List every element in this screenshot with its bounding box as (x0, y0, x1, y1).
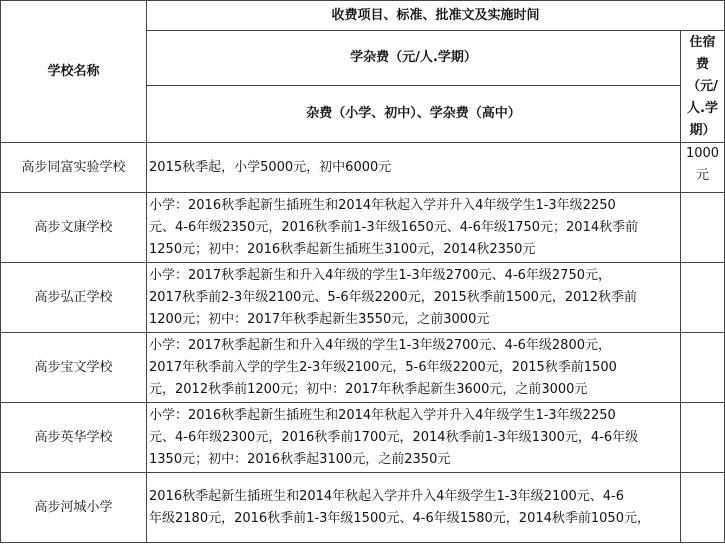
fee-line: 年级2180元，2016秋季前1-3年级1500元、4-6年级1580元，2014秋季前1050元， (149, 510, 650, 526)
dorm-fee-line: 元 (696, 168, 710, 183)
fee-line: 2015秋季起，小学5000元，初中6000元 (149, 159, 392, 175)
table-row (1, 263, 725, 333)
fee-cell (147, 403, 681, 473)
table-row (1, 473, 725, 543)
dorm-fee-header-line: 住宿 (689, 34, 716, 50)
dorm-fee-cell (681, 263, 725, 333)
misc-fee-header: 学杂费（元/人.学期） (147, 31, 681, 86)
fee-cell (147, 193, 681, 263)
dorm-fee-header-line: （元/ (687, 78, 718, 94)
dorm-fee-cell (681, 473, 725, 543)
fee-cell (147, 143, 681, 193)
dorm-fee-cell (681, 403, 725, 473)
fee-line: 2017年秋季前入学的学生2-3年级2100元，5-6年级2200元，2015秋季前1500 (149, 359, 617, 375)
school-name-cell: 高步河城小学 (1, 473, 147, 543)
dorm-fee-line: 1000 (685, 146, 720, 161)
dorm-fee-cell (681, 193, 725, 263)
fee-group-header: 收费项目、标准、批准文及实施时间 (147, 1, 725, 31)
dorm-fee-header-line: 费 (696, 56, 710, 72)
fee-cell (147, 333, 681, 403)
table-row (1, 143, 725, 193)
school-name-cell: 高步同富实验学校 (1, 143, 147, 193)
school-name-cell: 高步英华学校 (1, 403, 147, 473)
fee-line: 元、4-6年级2300元，2016秋季前1700元，2014秋季前1-3年级1300元，4-6年级 (149, 429, 639, 445)
fee-line: 1200元；初中：2017年秋季起新生3550元，之前3000元 (149, 311, 490, 327)
fee-line: 小学：2017秋季起新生和升入4年级的学生1-3年级2700元、4-6年级2800元， (149, 337, 611, 353)
school-name-cell: 高步弘正学校 (1, 263, 147, 333)
fee-line: 1350元；初中：2016秋季起3100元，之前2350元 (149, 451, 451, 467)
dorm-fee-header-line: 人.学 (687, 100, 718, 116)
dorm-fee-cell (681, 143, 725, 193)
fee-line: 元、4-6年级2350元，2016秋季前1-3年级1650元、4-6年级1750元；2014秋季前 (149, 219, 639, 235)
school-name-header: 学校名称 (1, 1, 147, 143)
table-row (1, 403, 725, 473)
dorm-fee-header (681, 31, 725, 143)
school-name-cell: 高步宝文学校 (1, 333, 147, 403)
table-row (1, 193, 725, 263)
table-row (1, 333, 725, 403)
fee-line: 元，2012秋季前1200元；初中：2017年秋季起新生3600元，之前3000元 (149, 381, 588, 397)
fee-line: 小学：2017秋季起新生和升入4年级的学生1-3年级2700元、4-6年级2750元， (149, 267, 611, 283)
dorm-fee-header-line: 期） (689, 122, 716, 138)
misc-fee-subheader: 杂费（小学、初中）、学杂费（高中） (147, 86, 681, 143)
fee-line: 2016秋季起新生插班生和2014年秋起入学并升入4年级学生1-3年级2100元、4-6 (149, 488, 624, 504)
fee-line: 小学：2016秋季起新生插班生和2014年秋起入学并升入4年级学生1-3年级2250 (149, 407, 616, 423)
fee-line: 小学：2016秋季起新生插班生和2014年秋起入学并升入4年级学生1-3年级2250 (149, 197, 616, 213)
fee-cell (147, 263, 681, 333)
fee-line: 2017秋季前2-3年级2100元、5-6年级2200元，2015秋季前1500元，2012秋季前 (149, 289, 637, 305)
fee-cell (147, 473, 681, 543)
dorm-fee-cell (681, 333, 725, 403)
fee-line: 1250元；初中：2016秋季起新生插班生3100元，2014秋2350元 (149, 241, 536, 257)
school-name-cell: 高步文康学校 (1, 193, 147, 263)
